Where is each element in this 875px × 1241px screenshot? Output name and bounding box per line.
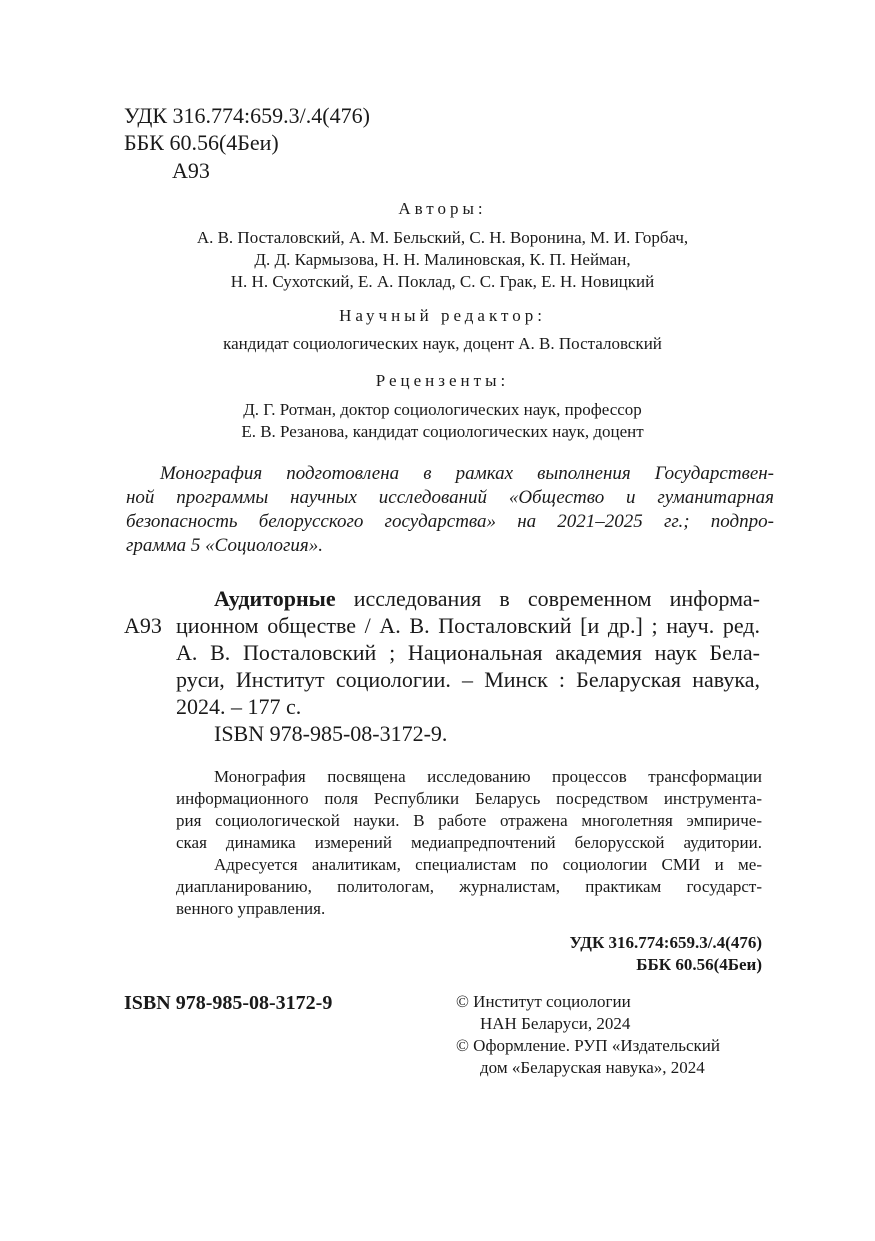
biblio-line-4: руси, Институт социологии. – Минск : Беларуская навука, — [176, 667, 760, 692]
editor-heading: Научный редактор: — [339, 306, 546, 325]
biblio-mark: А93 — [124, 613, 162, 638]
authors-line-2: Д. Д. Кармызова, Н. Н. Малиновская, К. П. Нейман, — [254, 250, 631, 269]
funding-note-line-1: Монография подготовлена в рамках выполнения Государствен- — [160, 463, 774, 484]
funding-note-line-4: грамма 5 «Социология». — [126, 535, 324, 556]
funding-note — [126, 462, 774, 558]
copyright-line-1: © Институт социологии — [456, 992, 631, 1011]
funding-note-line-2: ной программы научных исследований «Общество и гуманитарная — [126, 487, 774, 508]
annotation-p1-line-2: информационного поля Республики Беларусь посредством инструмента- — [176, 789, 762, 808]
udk-code: УДК 316.774:659.3/.4(476) — [124, 103, 370, 128]
annotation-p1-line-4: ская динамика измерений медиапредпочтений белорусской аудитории. — [176, 833, 762, 852]
annotation-p2-line-3: венного управления. — [176, 899, 326, 918]
footer-isbn: ISBN 978-985-08-3172-9 — [124, 992, 333, 1014]
annotation-p1-line-1: Монография посвящена исследованию процессов трансформации — [214, 767, 762, 786]
biblio-line-3: А. В. Посталовский ; Национальная академия наук Бела- — [176, 640, 760, 665]
biblio-line-1-rest: исследования в современном информа- — [353, 586, 760, 611]
copyright-line-4: дом «Беларуская навука», 2024 — [480, 1058, 705, 1077]
bbk-code-right: ББК 60.56(4Беи) — [636, 955, 762, 974]
annotation-p1-line-3: рия социологической науки. В работе отражена многолетняя эмпириче- — [176, 811, 762, 830]
biblio-line-2: ционном обществе / А. В. Посталовский [и др.] ; науч. ред. — [176, 613, 760, 638]
annotation-p2-line-1: Адресуется аналитикам, специалистам по социологии СМИ и ме- — [214, 855, 762, 874]
author-mark: А93 — [172, 158, 210, 183]
copyright-block — [456, 991, 720, 1079]
editor-line: кандидат социологических наук, доцент А. В. Посталовский — [223, 334, 662, 353]
annotation-p2-line-2: диапланированию, политологам, журналистам, практикам государст- — [176, 877, 762, 896]
reviewers-heading: Рецензенты: — [375, 371, 510, 390]
reviewer-line-2: Е. В. Резанова, кандидат социологических наук, доцент — [241, 422, 644, 441]
biblio-title-bold: Аудиторные — [214, 586, 336, 611]
authors-line-1: А. В. Посталовский, А. М. Бельский, С. Н. Воронина, М. И. Горбач, — [196, 228, 689, 247]
biblio-line-1 — [176, 585, 760, 612]
bibliographic-record — [176, 585, 760, 747]
bbk-code: ББК 60.56(4Беи) — [124, 130, 279, 155]
biblio-line-5: 2024. – 177 с. — [176, 694, 302, 719]
annotation — [176, 766, 762, 920]
copyright-line-3: © Оформление. РУП «Издательский — [456, 1036, 720, 1055]
udk-code-right: УДК 316.774:659.3/.4(476) — [569, 933, 762, 952]
funding-note-line-3: безопасность белорусского государства» на 2021–2025 гг.; подпро- — [126, 511, 774, 532]
reviewer-line-1: Д. Г. Ротман, доктор социологических наук, профессор — [243, 400, 642, 419]
copyright-line-2: НАН Беларуси, 2024 — [480, 1014, 631, 1033]
authors-heading: Авторы: — [398, 199, 487, 218]
codes-right — [570, 932, 763, 976]
authors-line-3: Н. Н. Сухотский, Е. А. Поклад, С. С. Грак, Е. Н. Новицкий — [230, 272, 655, 291]
biblio-isbn: ISBN 978-985-08-3172-9. — [214, 721, 448, 746]
